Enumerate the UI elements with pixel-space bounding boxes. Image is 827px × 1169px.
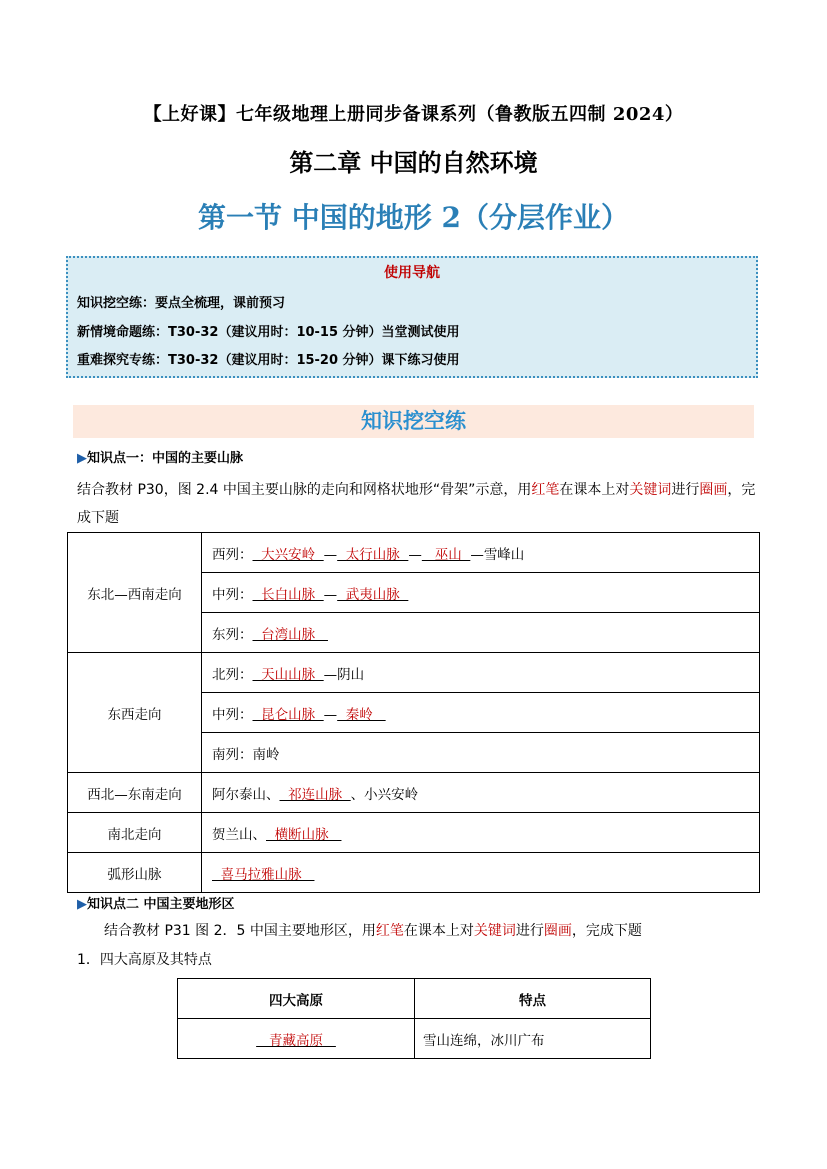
mountain-text: — bbox=[408, 546, 422, 563]
direction-category-cell: 东北—西南走向 bbox=[68, 533, 202, 653]
instruction-text: 结合教材 P31 图 2．5 中国主要地形区，用 bbox=[104, 923, 376, 939]
table-row bbox=[178, 1019, 651, 1059]
mountain-values-cell bbox=[202, 773, 760, 813]
feature-cell: 雪山连绵，冰川广布 bbox=[415, 1019, 651, 1059]
answer-blank: 横断山脉 bbox=[266, 826, 342, 843]
row-prefix: 中列： bbox=[212, 706, 253, 723]
mountain-text: —阴山 bbox=[323, 666, 365, 683]
instruction-text: 进行 bbox=[671, 482, 700, 498]
answer-blank: 天山山脉 bbox=[252, 666, 324, 683]
mountain-ranges-table bbox=[67, 532, 760, 893]
answer-blank: 太行山脉 bbox=[337, 546, 409, 563]
answer-blank: 巫山 bbox=[421, 546, 471, 563]
triangle-marker-icon: ▶ bbox=[77, 897, 87, 912]
answer-blank: 秦岭 bbox=[337, 706, 386, 723]
table-row bbox=[68, 853, 760, 893]
answer-blank: 台湾山脉 bbox=[252, 626, 328, 643]
instruction-circle: 圈画 bbox=[543, 923, 572, 939]
guide-line-new-context: 新情境命题练：T30-32（建议用时：10-15 分钟）当堂测试使用 bbox=[77, 325, 460, 340]
row-prefix: 北列： bbox=[212, 666, 253, 683]
mountain-values-cell bbox=[202, 733, 760, 773]
plateau-cell bbox=[178, 1019, 415, 1059]
instruction-circle: 圈画 bbox=[699, 482, 728, 498]
mountain-values-cell bbox=[202, 613, 760, 653]
answer-blank: 昆仑山脉 bbox=[252, 706, 324, 723]
row-prefix: 东列： bbox=[212, 626, 253, 643]
instruction-text: 结合教材 P30，图 2.4 中国主要山脉的走向和网格状地形“骨架”示意，用 bbox=[77, 482, 532, 498]
mountain-text: 、小兴安岭 bbox=[350, 786, 419, 803]
triangle-marker-icon: ▶ bbox=[77, 451, 87, 466]
usage-guide-title: 使用导航 bbox=[384, 265, 440, 281]
mountain-text: — bbox=[323, 546, 338, 563]
table-row bbox=[68, 813, 760, 853]
instruction-text: 进行 bbox=[515, 923, 544, 939]
instruction-text: ，完成下题 bbox=[571, 923, 642, 939]
mountain-text: 贺兰山、 bbox=[212, 826, 266, 843]
mountain-values-cell bbox=[202, 813, 760, 853]
direction-category-cell: 东西走向 bbox=[68, 653, 202, 773]
answer-blank: 祁连山脉 bbox=[279, 786, 351, 803]
mountain-text: 阿尔泰山、 bbox=[212, 786, 280, 803]
mountain-text: —雪峰山 bbox=[470, 546, 525, 563]
direction-category-cell: 西北—东南走向 bbox=[68, 773, 202, 813]
instruction-text: ，完成下题 bbox=[77, 482, 756, 526]
instruction-red-pen: 红笔 bbox=[375, 923, 404, 939]
answer-blank: 大兴安岭 bbox=[252, 546, 324, 563]
column-header-plateau: 四大高原 bbox=[178, 979, 415, 1019]
answer-blank: 武夷山脉 bbox=[337, 586, 409, 603]
instruction-text: 在课本上对 bbox=[403, 923, 474, 939]
knowledge-point-2-title: 知识点二 中国主要地形区 bbox=[87, 897, 235, 912]
direction-category-cell: 南北走向 bbox=[68, 813, 202, 853]
table-row bbox=[68, 533, 760, 573]
answer-blank: 长白山脉 bbox=[252, 586, 324, 603]
section-banner: 知识挖空练 bbox=[73, 405, 754, 438]
guide-line-knowledge: 知识挖空练：要点全梳理，课前预习 bbox=[77, 296, 286, 311]
row-prefix: 南列： bbox=[212, 746, 253, 763]
table-row bbox=[68, 653, 760, 693]
mountain-values-cell bbox=[202, 693, 760, 733]
knowledge-point-2-instruction bbox=[104, 920, 642, 940]
mountain-text: — bbox=[323, 586, 338, 603]
mountain-values-cell bbox=[202, 853, 760, 893]
answer-blank: 青藏高原 bbox=[256, 1032, 336, 1049]
instruction-keywords: 关键词 bbox=[473, 923, 516, 939]
instruction-red-pen: 红笔 bbox=[531, 482, 560, 498]
plateaus-subheading: 1．四大高原及其特点 bbox=[77, 952, 212, 968]
mountain-values-cell bbox=[202, 653, 760, 693]
plateaus-table bbox=[177, 978, 651, 1059]
section-title: 第一节 中国的地形 2（分层作业） bbox=[198, 201, 629, 234]
instruction-text: 在课本上对 bbox=[559, 482, 630, 498]
instruction-keywords: 关键词 bbox=[629, 482, 672, 498]
mountain-text: 南岭 bbox=[252, 746, 280, 763]
knowledge-point-1-heading bbox=[77, 447, 243, 466]
row-prefix: 中列： bbox=[212, 586, 253, 603]
series-title: 【上好课】七年级地理上册同步备课系列（鲁教版五四制 2024） bbox=[143, 104, 684, 125]
answer-blank: 喜马拉雅山脉 bbox=[212, 866, 315, 883]
knowledge-point-1-title: 知识点一：中国的主要山脉 bbox=[87, 451, 244, 466]
chapter-title: 第二章 中国的自然环境 bbox=[289, 149, 538, 177]
column-header-feature: 特点 bbox=[415, 979, 651, 1019]
usage-guide-box bbox=[66, 256, 758, 378]
mountain-values-cell bbox=[202, 533, 760, 573]
knowledge-point-2-heading bbox=[77, 893, 235, 912]
knowledge-point-1-instruction bbox=[77, 476, 757, 532]
table-header-row bbox=[178, 979, 651, 1019]
mountain-values-cell bbox=[202, 573, 760, 613]
guide-line-difficult: 重难探究专练：T30-32（建议用时：15-20 分钟）课下练习使用 bbox=[77, 353, 460, 368]
row-prefix: 西列： bbox=[212, 546, 253, 563]
direction-category-cell: 弧形山脉 bbox=[68, 853, 202, 893]
mountain-text: — bbox=[323, 706, 338, 723]
table-row bbox=[68, 773, 760, 813]
